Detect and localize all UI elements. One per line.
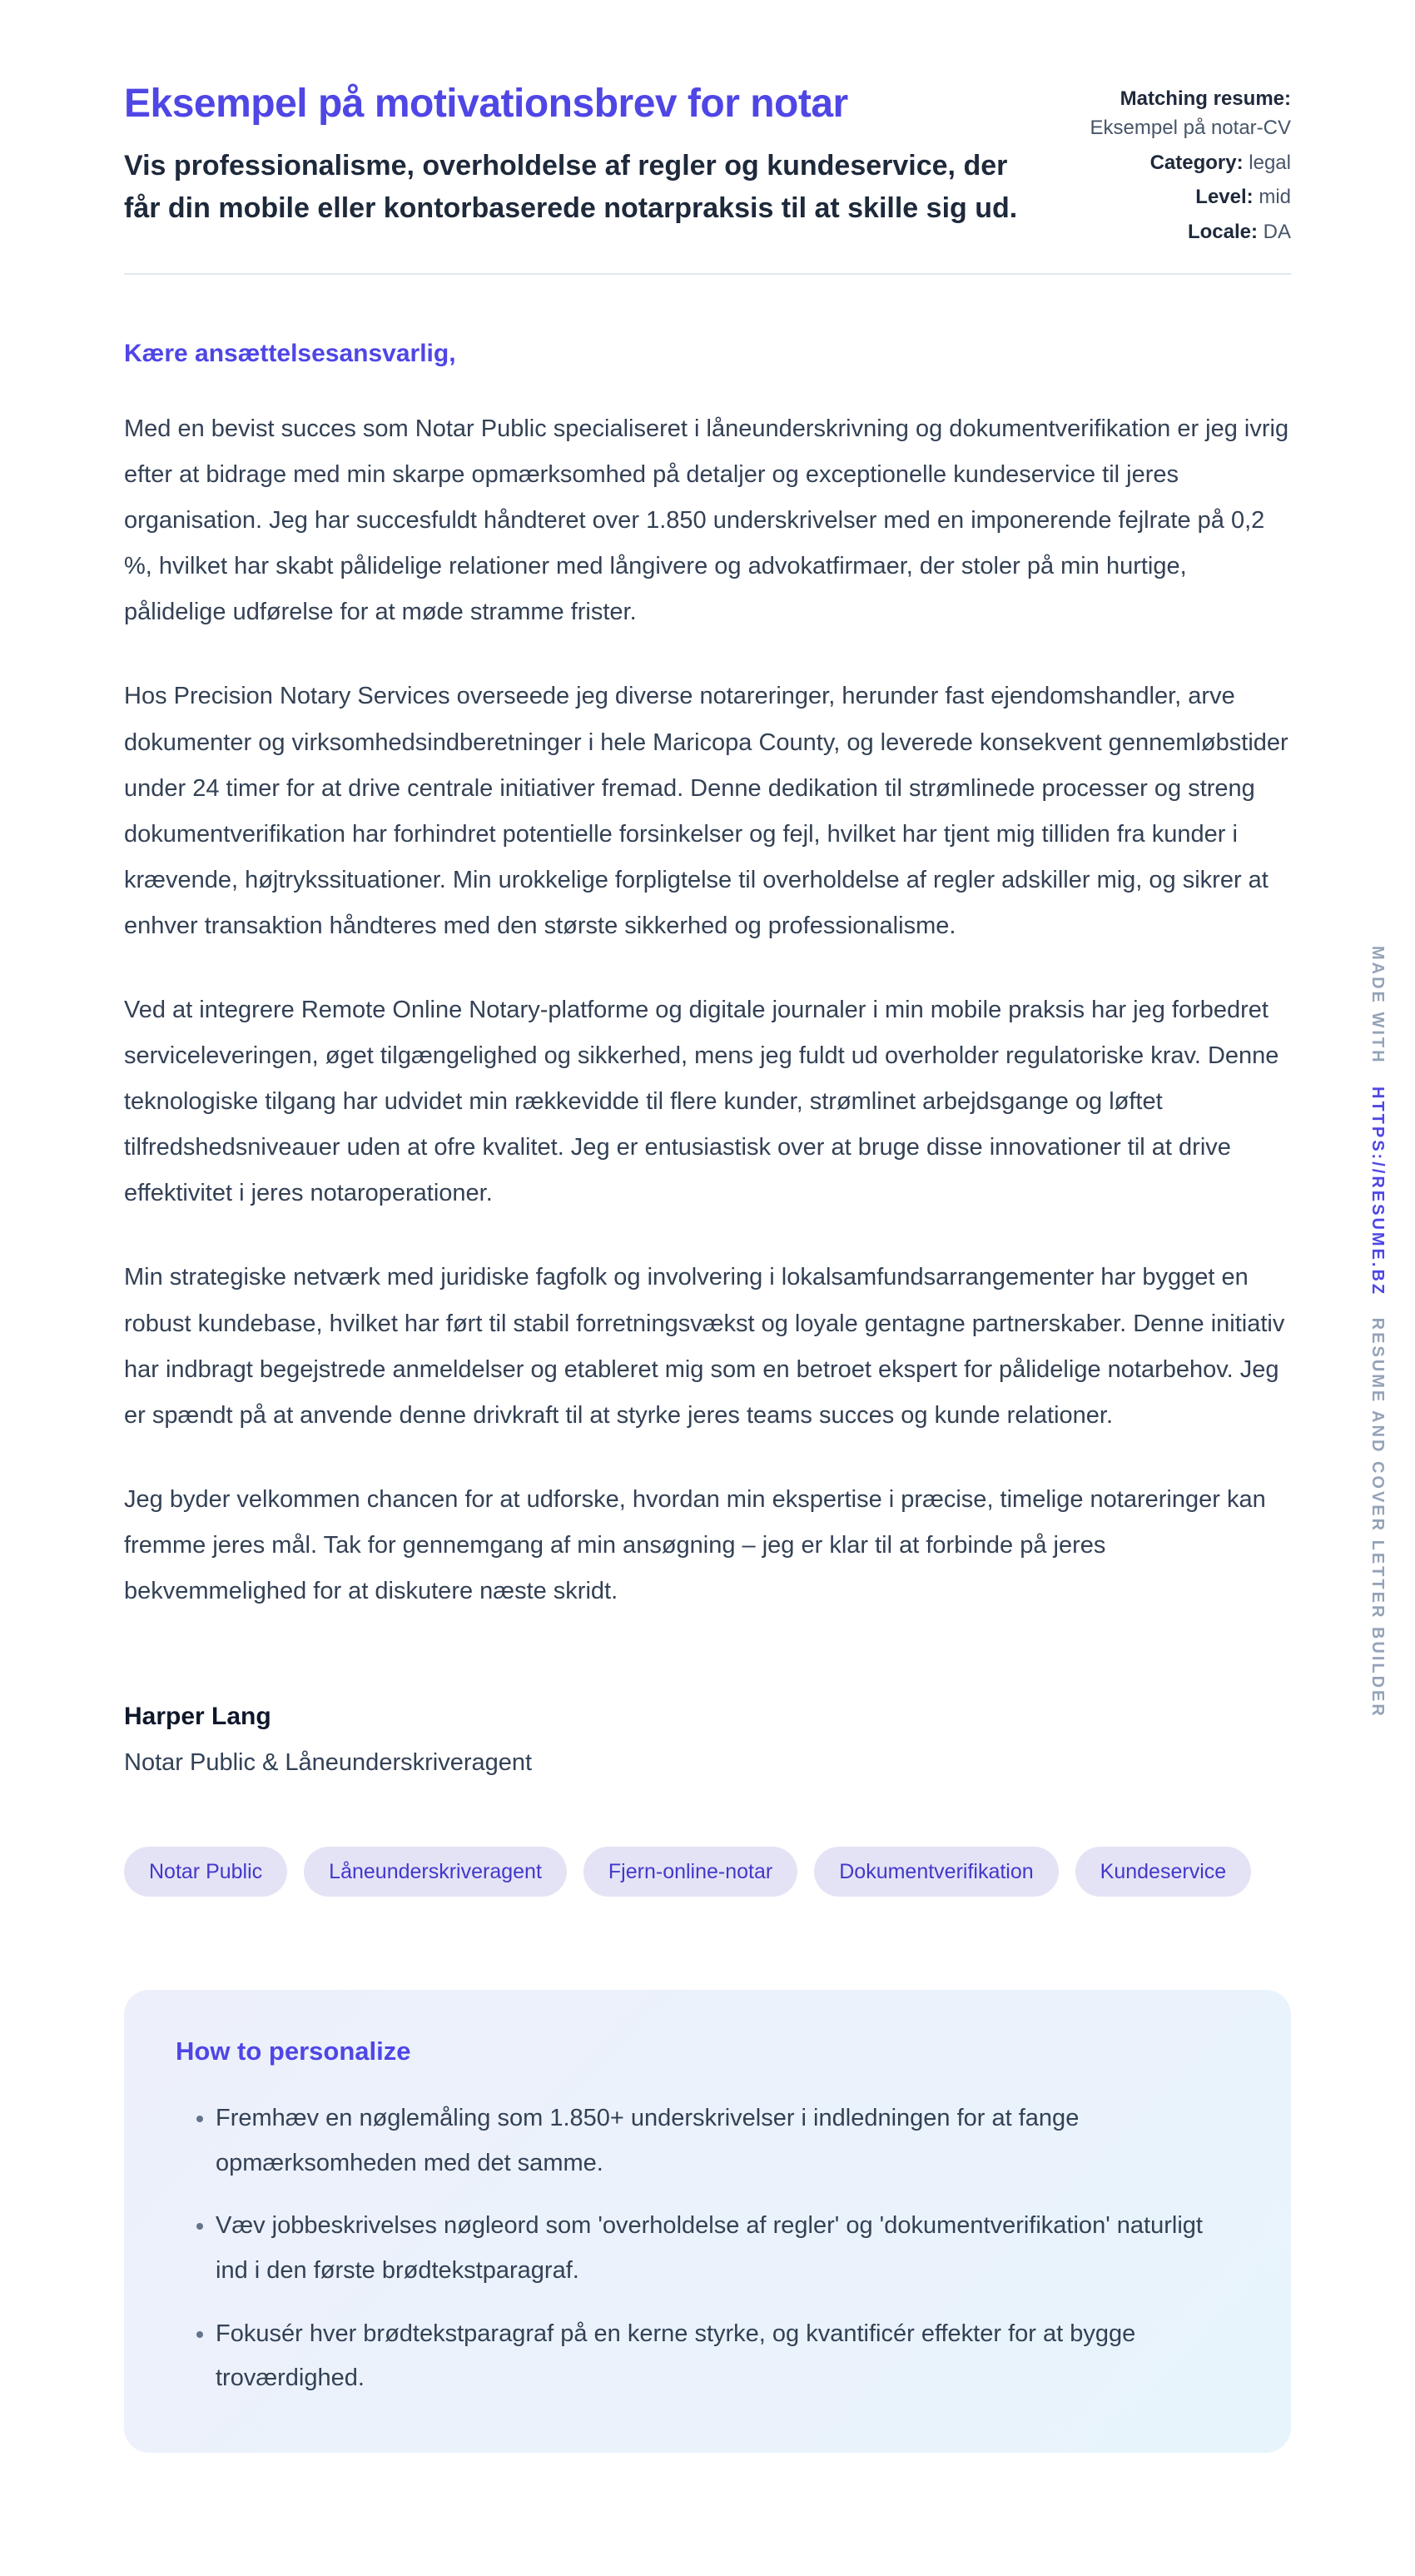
tag-pill[interactable]: Dokumentverifikation <box>814 1847 1058 1897</box>
personalize-tip: • Fremhæv en nøglemåling som 1.850+ underskrivelser i indledningen for at fange opmærksomheden med det samme. <box>216 2096 1239 2186</box>
header-divider <box>124 273 1291 275</box>
meta-matching-resume-value: Eksempel på notar-CV <box>1090 116 1291 139</box>
personalize-title: How to personalize <box>176 2036 411 2066</box>
letter-greeting: Kære ansættelsesansvarlig, <box>124 339 456 367</box>
tag-pill[interactable]: Låneunderskriveragent <box>304 1847 567 1897</box>
main-content <box>124 0 1291 2453</box>
personalize-tip: • Væv jobbeskrivelses nøgleord som 'overholdelse af regler' og 'dokumentverifikation' naturligt ind i den første brødtekstparagraf. <box>216 2204 1239 2293</box>
meta-level-value: mid <box>1259 186 1291 209</box>
watermark-builder-text: RESUME AND COVER LETTER BUILDER <box>1368 1317 1387 1718</box>
tag-pill[interactable]: Kundeservice <box>1075 1847 1251 1897</box>
cover-letter-body <box>124 340 1291 1777</box>
letter-paragraph: Med en bevist succes som Notar Public specialiseret i låneunderskrivning og dokumentverifikation er jeg ivrig efter at bidrage med min skarpe opmærksomhed på detaljer og exceptionelle kundeservice til jeres organisation. Jeg har succesfuldt håndteret over 1.850 underskrivelser med en imponerende fejlrate på 0,2 %, hvilket har skabt pålidelige relationer med långivere og advokatfirmaer, der stoler på min hurtige, pålidelige udførelse for at møde stramme frister. <box>124 415 1289 626</box>
meta-category <box>1090 149 1291 178</box>
how-to-personalize-box <box>124 1990 1291 2453</box>
watermark-resume-bz-link[interactable]: HTTPS://RESUME.BZ <box>1368 1086 1387 1296</box>
meta-matching-resume-label: Matching resume: <box>1120 87 1291 110</box>
meta-panel <box>1090 80 1291 253</box>
personalize-tip: • Fokusér hver brødtekstparagraf på en kerne styrke, og kvantificér effekter for at bygge troværdighed. <box>216 2312 1239 2401</box>
meta-level-label: Level: <box>1195 186 1254 209</box>
signature-block <box>124 1703 1291 1777</box>
meta-level <box>1090 183 1291 212</box>
watermark-made-with-text: MADE WITH <box>1368 946 1387 1065</box>
meta-category-value: legal <box>1249 151 1291 174</box>
letter-paragraph: Hos Precision Notary Services overseede jeg diverse notareringer, herunder fast ejendomshandler, arve dokumenter og virksomhedsindberetninger i hele Maricopa County, og leverede konsekvent gennemløbstider under 24 timer for at drive centrale initiativer fremad. Denne dedikation til strømlinede processer og streng dokumentverifikation har forhindret potentielle forsinkelser og fejl, hvilket har tjent mig tilliden fra kunder i krævende, højtrykssituationer. Min urokkelige forpligtelse til overholdelse af regler adskiller mig, og sikrer at enhver transaktion håndteres med den største sikkerhed og professionalisme. <box>124 683 1288 939</box>
page-header <box>124 80 1291 253</box>
personalize-tips-list <box>176 2096 1239 2401</box>
letter-paragraph: Min strategiske netværk med juridiske fagfolk og involvering i lokalsamfundsarrangementer har bygget en robust kundebase, hvilket har ført til stabil forretningsvækst og loyale gentagne partnerskaber. Denne initiativ har indbragt begejstrede anmeldelser og etableret mig som en betroet ekspert for pålidelige notarbehov. Jeg er spændt på at anvende denne drivkraft til at styrke jeres teams succes og kunde relationer. <box>124 1264 1285 1429</box>
header-title-block <box>124 80 1040 230</box>
meta-category-label: Category: <box>1149 151 1244 174</box>
signature-job-title: Notar Public & Låneunderskriveragent <box>124 1749 533 1777</box>
page-subtitle: Vis professionalisme, overholdelse af regler og kundeservice, der får din mobile eller kontorbaserede notarpraksis til at skille sig ud. <box>124 149 1018 224</box>
letter-paragraph: Jeg byder velkommen chancen for at udforske, hvordan min ekspertise i præcise, timelige notareringer kan fremme jeres mål. Tak for gennemgang af min ansøgning – jeg er klar til at forbinde på jeres bekvemmelighed for at diskutere næste skridt. <box>124 1485 1266 1605</box>
keyword-tags <box>124 1847 1291 1897</box>
tag-pill[interactable]: Fjern-online-notar <box>583 1847 797 1897</box>
vertical-watermark <box>1368 946 1387 1718</box>
tag-pill[interactable]: Notar Public <box>124 1847 287 1897</box>
signature-name: Harper Lang <box>124 1703 271 1731</box>
page-title: Eksempel på motivationsbrev for notar <box>124 82 848 126</box>
meta-locale-value: DA <box>1263 221 1291 244</box>
meta-locale-label: Locale: <box>1187 221 1258 244</box>
meta-locale <box>1090 218 1291 247</box>
letter-paragraph: Ved at integrere Remote Online Notary-platforme og digitale journaler i min mobile praksis har jeg forbedret serviceleveringen, øget tilgængelighed og sikkerhed, mens jeg fuldt ud overholder regulatoriske krav. Denne teknologiske tilgang har udvidet min rækkevidde til flere kunder, strømlinet arbejdsgange og løftet tilfredshedsniveauer uden at ofre kvalitet. Jeg er entusiastisk over at bruge disse innovationer til at drive effektivitet i jeres notaroperationer. <box>124 997 1279 1207</box>
meta-matching-resume <box>1090 85 1291 143</box>
